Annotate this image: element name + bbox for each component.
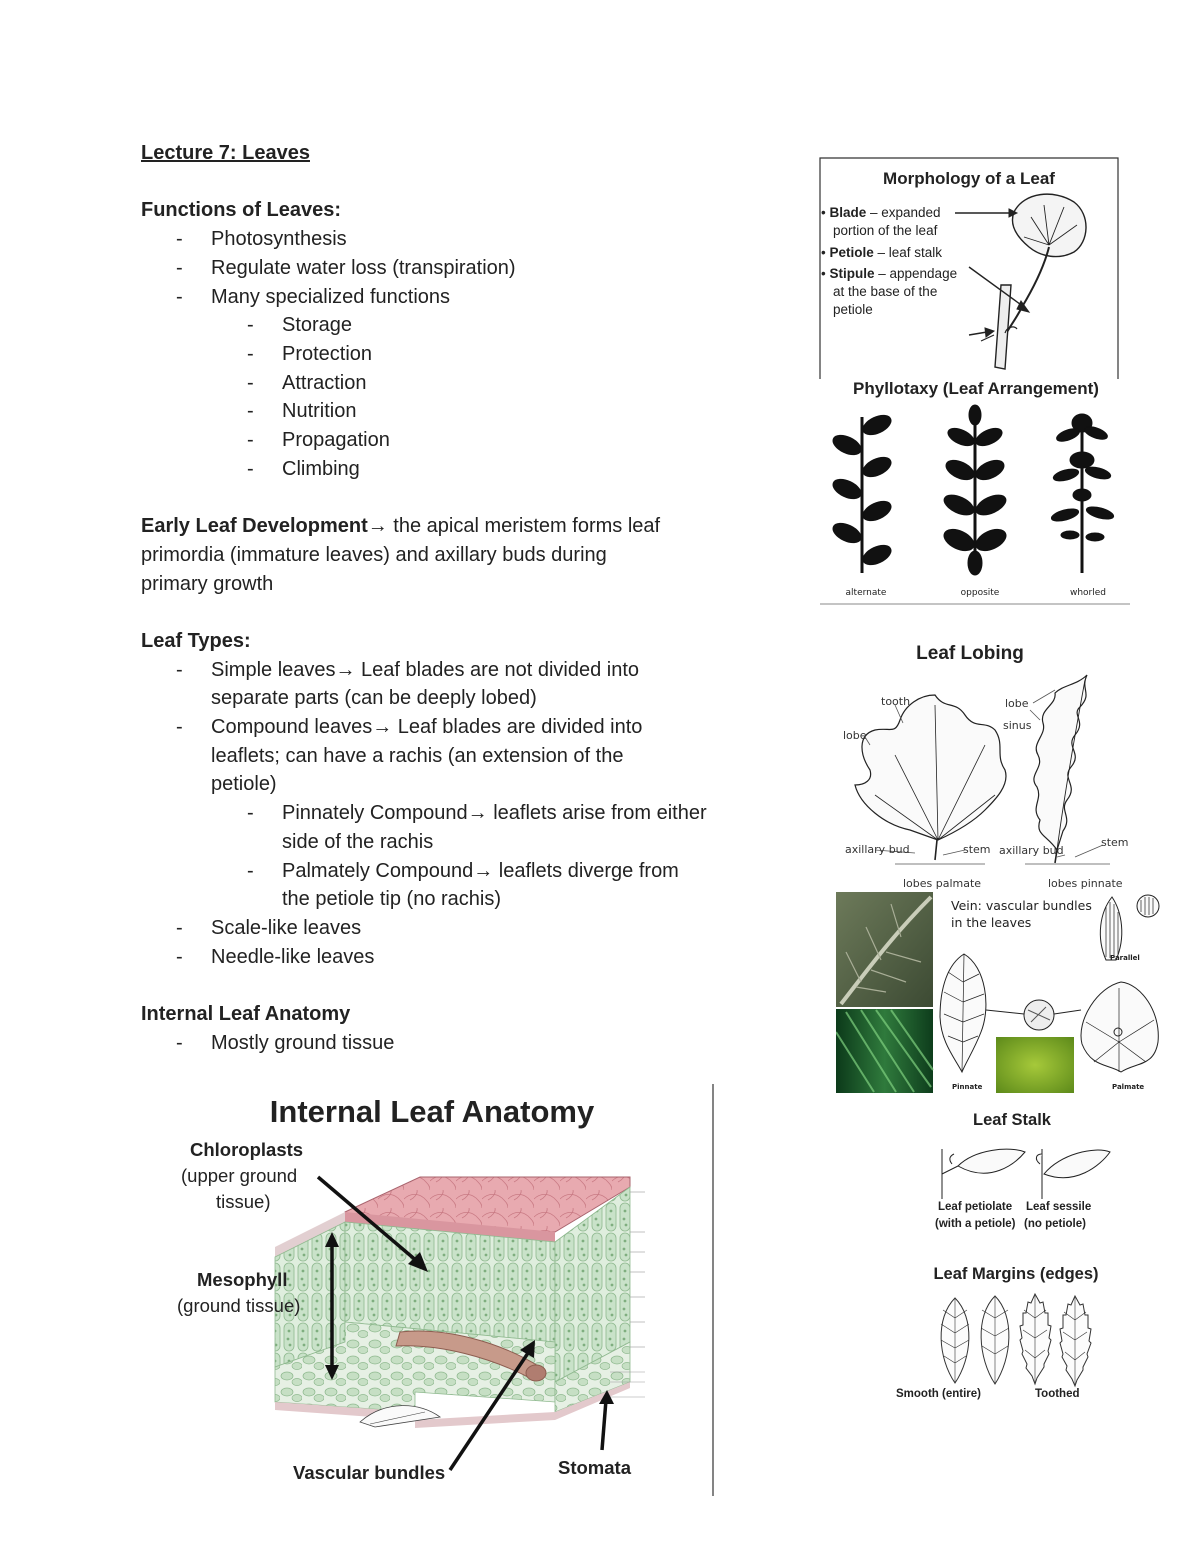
leaf-stalk-figure <box>930 1104 1120 1232</box>
mesophyll-sublabel: (ground tissue) <box>177 1295 301 1316</box>
smooth-leaf <box>941 1298 969 1383</box>
petiolate-leaf <box>942 1149 1025 1199</box>
sessile-label: Leaf sessile <box>1026 1201 1092 1213</box>
toothed-label: Toothed <box>1035 1388 1080 1400</box>
list-item-continuation: side of the rachis <box>282 830 434 853</box>
axillary-bud-label: axillary bud <box>845 843 910 856</box>
pinnate-lobed-leaf <box>1034 675 1087 863</box>
list-item: - Nutrition <box>247 400 357 423</box>
veins-figure <box>836 892 1164 1096</box>
internal-anatomy-figure <box>170 1082 720 1498</box>
palmate-lobed-leaf <box>855 695 1006 860</box>
list-item: - Mostly ground tissue <box>176 1031 395 1054</box>
development-paragraph: Early Leaf Development→ the apical meristem forms leaf <box>141 515 661 538</box>
anatomy-figure-title: Internal Leaf Anatomy <box>269 1094 595 1129</box>
leaf-types-heading: Leaf Types: <box>141 629 251 652</box>
phyllotaxy-title: Phyllotaxy (Leaf Arrangement) <box>853 379 1099 398</box>
list-item-continuation: the petiole tip (no rachis) <box>282 888 502 911</box>
list-item: - Needle-like leaves <box>176 945 375 968</box>
parallel-label: Parallel <box>1110 954 1140 962</box>
toothed-leaf <box>1060 1296 1091 1386</box>
leaf-cross-section-block <box>275 1177 630 1428</box>
sessile-label: (no petiole) <box>1024 1218 1086 1230</box>
functions-heading: Functions of Leaves: <box>141 199 342 222</box>
axillary-bud-label: axillary bud <box>999 844 1064 857</box>
lobe-label: lobe <box>843 729 867 742</box>
veins-caption: in the leaves <box>951 915 1032 930</box>
smooth-label: Smooth (entire) <box>896 1388 981 1400</box>
petiolate-label: (with a petiole) <box>935 1218 1016 1230</box>
lobing-figure <box>835 635 1135 893</box>
lecture-notes <box>141 139 811 1058</box>
list-item: - Pinnately Compound→ leaflets arise from either <box>247 802 707 825</box>
pinnate-label: Pinnate <box>952 1083 983 1091</box>
list-item: - Compound leaves→ Leaf blades are divided into <box>176 716 643 739</box>
mesophyll-label: Mesophyll <box>197 1269 288 1290</box>
list-item: - Climbing <box>247 457 360 480</box>
list-item: - Storage <box>247 314 353 337</box>
sinus-label: sinus <box>1003 719 1032 732</box>
vascular-bundles-label: Vascular bundles <box>293 1462 446 1483</box>
lecture-title: Lecture 7: Leaves <box>141 142 310 164</box>
list-item: - Many specialized functions <box>176 285 451 308</box>
stem-label: stem <box>963 843 991 856</box>
palmate-label: Palmate <box>1112 1083 1145 1091</box>
opposite-label: opposite <box>960 588 1000 598</box>
svg-text:portion of the leaf: portion of the leaf <box>833 223 938 238</box>
lobes-pinnate-label: lobes pinnate <box>1048 877 1123 890</box>
morphology-figure <box>819 157 1121 379</box>
svg-text:at the base of the: at the base of the <box>833 284 938 299</box>
chloroplasts-sublabel: tissue) <box>216 1191 271 1212</box>
list-item-continuation: separate parts (can be deeply lobed) <box>211 687 537 710</box>
alternate-label: alternate <box>845 588 887 598</box>
morphology-title: Morphology of a Leaf <box>883 169 1055 188</box>
anatomy-heading: Internal Leaf Anatomy <box>141 1003 351 1026</box>
development-line: primary growth <box>141 572 274 595</box>
opposite-stem <box>941 405 1010 575</box>
petiolate-label: Leaf petiolate <box>938 1201 1013 1213</box>
svg-text:• Blade – expanded: • Blade – expanded <box>821 205 941 220</box>
list-item: - Simple leaves→ Leaf blades are not divided into <box>176 658 640 681</box>
list-item: - Protection <box>247 342 373 365</box>
stomata-label: Stomata <box>558 1457 631 1478</box>
leaf-illustration <box>955 194 1086 369</box>
list-item-continuation: leaflets; can have a rachis (an extension of the <box>211 744 624 767</box>
list-item-continuation: petiole) <box>211 773 277 796</box>
list-item: - Scale-like leaves <box>176 916 362 939</box>
lobing-title: Leaf Lobing <box>916 643 1024 664</box>
list-item: - Attraction <box>247 371 367 394</box>
chloroplasts-sublabel: (upper ground <box>181 1165 298 1186</box>
list-item: - Palmately Compound→ leaflets diverge from <box>247 859 679 882</box>
leaf-stalk-title: Leaf Stalk <box>973 1111 1051 1129</box>
tooth-label: tooth <box>881 695 911 708</box>
palmate-vein-leaf <box>1081 982 1158 1072</box>
lobe-label: lobe <box>1005 697 1029 710</box>
list-item: - Regulate water loss (transpiration) <box>176 256 516 279</box>
leaf-margins-title: Leaf Margins (edges) <box>933 1265 1099 1283</box>
whorled-stem <box>1050 414 1115 573</box>
alternate-stem <box>830 411 894 573</box>
svg-text:petiole: petiole <box>833 302 873 317</box>
parallel-vein-leaf <box>1100 895 1159 960</box>
sessile-leaf <box>1036 1149 1110 1199</box>
list-item: - Photosynthesis <box>176 228 347 251</box>
leaf-margins-figure <box>890 1258 1110 1408</box>
list-item: - Propagation <box>247 429 390 452</box>
toothed-leaf <box>1020 1294 1051 1384</box>
svg-text:• Stipule – appendage: • Stipule – appendage <box>821 266 958 281</box>
svg-text:• Petiole – leaf stalk: • Petiole – leaf stalk <box>821 245 943 260</box>
lobes-palmate-label: lobes palmate <box>903 877 982 890</box>
development-line: primordia (immature leaves) and axillary buds during <box>141 543 607 566</box>
veins-caption: Vein: vascular bundles <box>951 898 1092 913</box>
stem-label: stem <box>1101 836 1129 849</box>
chloroplasts-label: Chloroplasts <box>190 1139 304 1160</box>
smooth-leaf <box>981 1296 1009 1384</box>
leaf-closeup-photo <box>996 1037 1074 1093</box>
phyllotaxy-figure <box>820 375 1132 607</box>
whorled-label: whorled <box>1069 588 1107 598</box>
pinnate-vein-leaf <box>940 954 986 1072</box>
